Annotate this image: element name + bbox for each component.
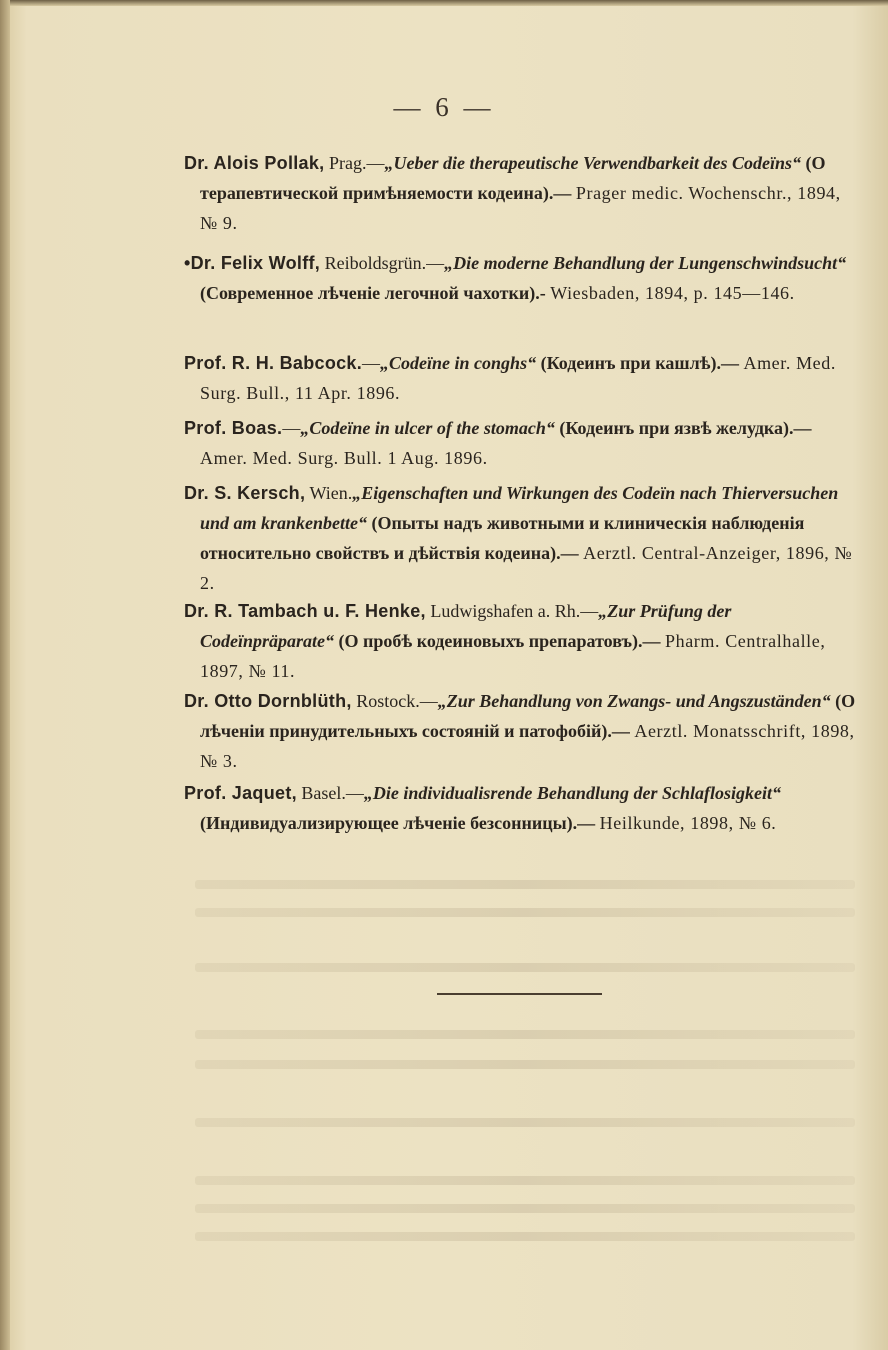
- entry-source: Pharm. Centralhalle, 1897, № 11.: [200, 631, 826, 681]
- entry-source: Wiesbaden, 1894, p. 145—146.: [550, 283, 795, 303]
- entry-translation: (Современное лѣченіе легочной чахотки).-: [200, 283, 546, 303]
- entry-source: Aerztl. Central-Anzeiger, 1896, № 2.: [200, 543, 853, 593]
- entry-translation: (Кодеинъ при кашлѣ).—: [536, 353, 739, 373]
- entry-title: „Codeïne in conghs“: [380, 353, 537, 373]
- entry-title: „Codeïne in ulcer of the stomach“: [300, 418, 555, 438]
- entry-author: Dr. Otto Dornblüth,: [184, 691, 352, 711]
- entry-title: „Ueber die therapeutische Verwendbarkeit des Codeïns“: [384, 153, 801, 173]
- closing-rule: [437, 993, 602, 995]
- entry-source: Prager medic. Wochenschr., 1894, № 9.: [200, 183, 841, 233]
- bleed-through-line: [195, 1204, 855, 1213]
- entry-place: Ludwigshafen a. Rh.—: [425, 601, 599, 621]
- entry-translation: (О пробѣ кодеиновыхъ препаратовъ).—: [334, 631, 661, 651]
- entry-author: Dr. S. Kersch,: [184, 483, 306, 503]
- entry-author: Prof. Jaquet,: [184, 783, 297, 803]
- entry-place: Wien.: [305, 483, 353, 503]
- entry-source: Heilkunde, 1898, № 6.: [599, 813, 777, 833]
- bleed-through-line: [195, 1060, 855, 1069]
- entry-translation: (Кодеинъ при язвѣ желудка).—: [554, 418, 812, 438]
- entry-source: Amer. Med. Surg. Bull., 11 Apr. 1896.: [200, 353, 836, 403]
- bleed-through-line: [195, 1118, 855, 1127]
- entry-translation: (О лѣченіи принудительныхъ состояній и патофобій).—: [200, 691, 856, 741]
- bibliography-entry: [184, 148, 856, 238]
- bibliography-entry: [184, 348, 856, 408]
- bibliography-entry: [184, 248, 856, 308]
- bibliography-entry: [184, 778, 856, 838]
- entry-title: „Die moderne Behandlung der Lungenschwindsucht“: [444, 253, 847, 273]
- entry-place: Prag.—: [324, 153, 385, 173]
- entry-author: Prof. R. H. Babcock.: [184, 353, 363, 373]
- page-number: — 6 —: [393, 92, 495, 122]
- entry-place: Rostock.—: [351, 691, 438, 711]
- entry-author: Prof. Boas.: [184, 418, 283, 438]
- entry-translation: (О терапевтической примѣняемости кодеина).—: [200, 153, 826, 203]
- bleed-through-line: [195, 908, 855, 917]
- bleed-through-line: [195, 1232, 855, 1241]
- entry-title: „Zur Behandlung von Zwangs- und Angszuständen“: [437, 691, 831, 711]
- bibliography-entry: [184, 413, 856, 473]
- entry-source: Aerztl. Monatsschrift, 1898, № 3.: [200, 721, 855, 771]
- entry-author: •Dr. Felix Wolff,: [184, 253, 321, 273]
- entry-author: Dr. R. Tambach u. F. Henke,: [184, 601, 426, 621]
- bleed-through-line: [195, 880, 855, 889]
- page-top-edge: [0, 0, 888, 6]
- entry-title: „Die individualisrende Behandlung der Schlaflosigkeit“: [363, 783, 781, 803]
- bibliography-entry: [184, 686, 856, 776]
- entry-place: —: [362, 353, 381, 373]
- page-binding-edge: [0, 0, 10, 1350]
- entry-place: Basel.—: [296, 783, 364, 803]
- bibliography-entry: [184, 596, 856, 686]
- entry-place: —: [282, 418, 301, 438]
- entry-author: Dr. Alois Pollak,: [184, 153, 325, 173]
- bleed-through-line: [195, 1176, 855, 1185]
- bibliography-entry: [184, 478, 856, 598]
- bleed-through-line: [195, 1030, 855, 1039]
- entry-title: „Eigenschaften und Wirkungen des Codeïn nach Thierversuchen und am krankenbette“: [200, 483, 839, 533]
- entry-translation: (Индивидуализирующее лѣченіе безсонницы).—: [200, 813, 596, 833]
- entry-translation: (Опыты надъ животными и клиническія наблюденія относительно свойствъ и дѣйствія кодеина).—: [200, 513, 805, 563]
- entry-title: „Zur Prüfung der Codeïnpräparate“: [200, 601, 732, 651]
- entry-source: Amer. Med. Surg. Bull. 1 Aug. 1896.: [200, 448, 488, 468]
- bleed-through-line: [195, 963, 855, 972]
- entry-place: Reiboldsgrün.—: [320, 253, 445, 273]
